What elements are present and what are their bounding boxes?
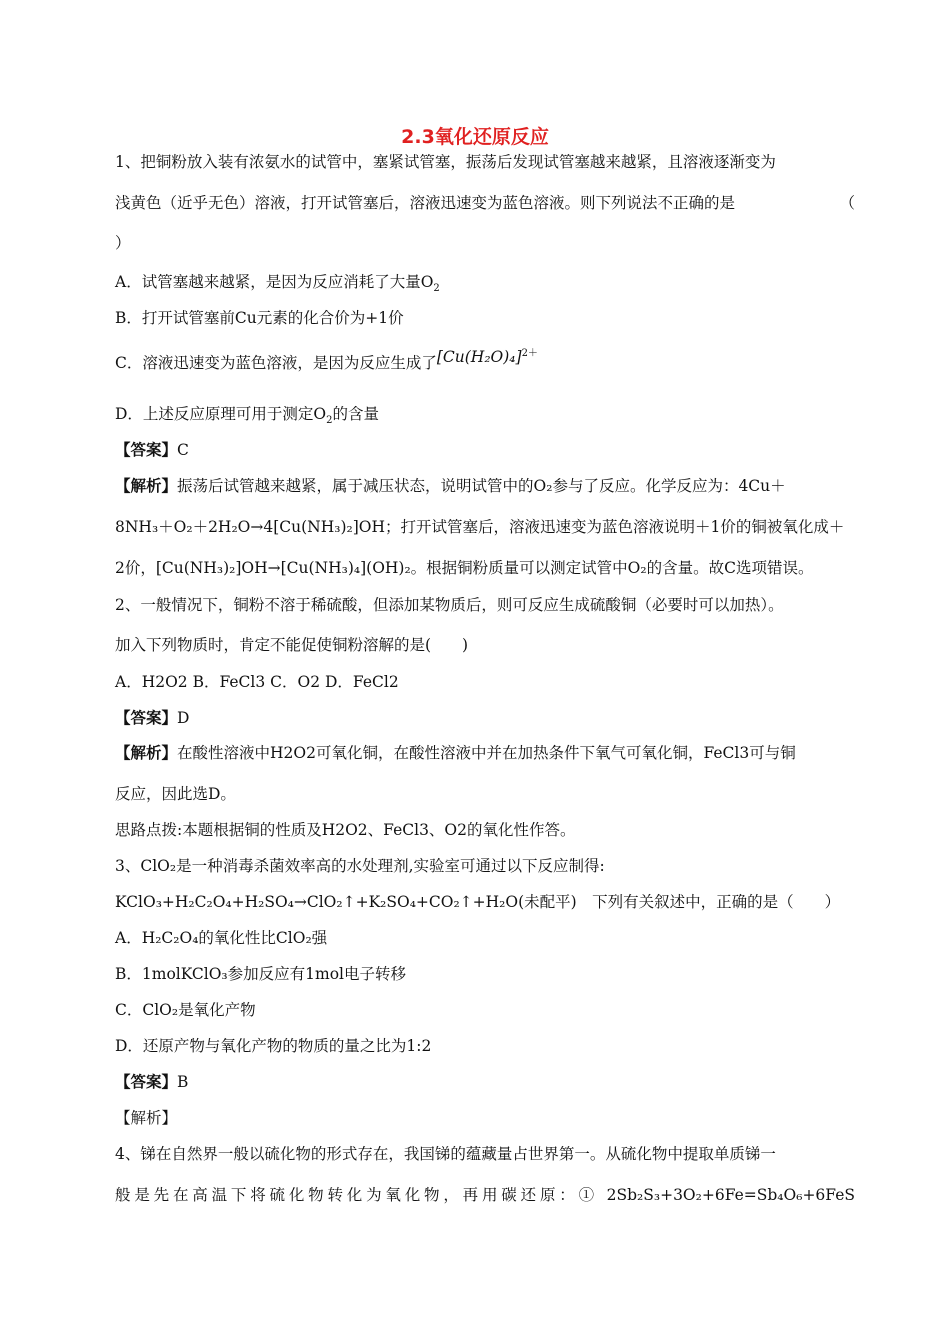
q1-analysis-line-1	[115, 476, 855, 496]
q2-answer-value: D	[177, 709, 190, 727]
q1-analysis-text-1: 振荡后试管越来越紧，属于减压状态，说明试管中的O₂参与了反应。化学反应为：4Cu＋	[177, 477, 786, 495]
q4-stem-line-2: 般是先在高温下将硫化物转化为氧化物，再用碳还原：① 2Sb₂S₃+3O₂+6Fe=Sb₄O₆+6FeS	[115, 1186, 855, 1204]
q1-stem-line-1: 1、把铜粉放入装有浓氨水的试管中，塞紧试管塞，振荡后发现试管塞越来越紧，且溶液逐渐变为	[115, 153, 776, 171]
q3-option-d: D．还原产物与氧化产物的物质的量之比为1:2	[115, 1037, 432, 1055]
q1-paren-close: ）	[115, 234, 131, 252]
q1-option-c-charge: 2＋	[521, 348, 538, 359]
q1-option-d-text-2: 的含量	[332, 405, 380, 423]
q1-option-a	[115, 272, 855, 299]
q1-analysis-line-2: 8NH₃＋O₂＋2H₂O→4[Cu(NH₃)₂]OH；打开试管塞后，溶液迅速变为蓝色溶液说明＋1价的铜被氧化成＋	[115, 518, 845, 536]
q2-analysis-label: 【解析】	[115, 743, 178, 762]
q2-hint: 思路点拨:本题根据铜的性质及H2O2、FeCl3、O2的氧化性作答。	[115, 821, 576, 839]
q1-option-a-text: A．试管塞越来越紧，是因为反应消耗了大量O	[115, 273, 434, 291]
q3-answer-label: 【答案】	[115, 1072, 178, 1091]
q1-option-d-subscript: 2	[326, 415, 333, 427]
q2-answer-label: 【答案】	[115, 708, 178, 727]
q4-stem-line-1: 4、锑在自然界一般以硫化物的形式存在，我国锑的蕴藏量占世界第一。从硫化物中提取单质锑一	[115, 1145, 776, 1163]
q1-option-c-text: C．溶液迅速变为蓝色溶液，是因为反应生成了	[115, 354, 437, 373]
q2-stem-line-1: 2、一般情况下，铜粉不溶于稀硫酸，但添加某物质后，则可反应生成硫酸铜（必要时可以加热）。	[115, 596, 784, 614]
q1-answer	[115, 440, 855, 460]
q3-option-c: C．ClO₂是氧化产物	[115, 1001, 256, 1019]
q2-analysis-text-1: 在酸性溶液中H2O2可氧化铜，在酸性溶液中并在加热条件下氧气可氧化铜，FeCl3可与铜	[177, 744, 796, 762]
page-title: 2.3氧化还原反应	[401, 126, 549, 148]
q3-option-b: B．1molKClO₃参加反应有1mol电子转移	[115, 965, 406, 983]
q3-option-a: A．H₂C₂O₄的氧化性比ClO₂强	[115, 929, 328, 947]
q1-answer-label: 【答案】	[115, 440, 178, 459]
q1-answer-value: C	[177, 441, 189, 459]
q3-stem-line-2: KClO₃+H₂C₂O₄+H₂SO₄→ClO₂↑+K₂SO₄+CO₂↑+H₂O(未配平) 下列有关叙述中，正确的是（ ）	[115, 893, 841, 911]
q1-option-a-subscript: 2	[433, 283, 440, 295]
q2-options: A．H2O2 B．FeCl3 C．O2 D．FeCl2	[115, 673, 399, 691]
q1-option-c-formula: [Cu(H₂O)₄]	[436, 348, 522, 367]
q1-stem-text: 浅黄色（近乎无色）溶液，打开试管塞后，溶液迅速变为蓝色溶液。则下列说法不正确的是	[115, 194, 736, 212]
q3-analysis-label: 【解析】	[115, 1109, 178, 1127]
q1-analysis-label: 【解析】	[115, 476, 178, 495]
q1-option-b: B．打开试管塞前Cu元素的化合价为+1价	[115, 309, 404, 327]
q2-analysis-line-1	[115, 743, 855, 763]
q2-stem-line-2: 加入下列物质时，肯定不能促使铜粉溶解的是( )	[115, 636, 469, 654]
q1-analysis-line-3: 2价，[Cu(NH₃)₂]OH→[Cu(NH₃)₄](OH)₂。根据铜粉质量可以测定试管中O₂的含量。故C选项错误。	[115, 559, 814, 577]
q1-option-d-text: D．上述反应原理可用于测定O	[115, 405, 327, 423]
q2-answer	[115, 708, 855, 728]
q3-answer-value: B	[177, 1073, 189, 1091]
q1-stem-line-2	[115, 193, 855, 213]
q3-answer	[115, 1072, 855, 1092]
q3-stem-line-1: 3、ClO₂是一种消毒杀菌效率高的水处理剂,实验室可通过以下反应制得:	[115, 857, 605, 875]
q2-analysis-line-2: 反应，因此选D。	[115, 785, 236, 803]
q1-option-c	[115, 350, 855, 373]
q1-paren-open: （	[839, 194, 855, 212]
q1-option-d	[115, 404, 855, 431]
